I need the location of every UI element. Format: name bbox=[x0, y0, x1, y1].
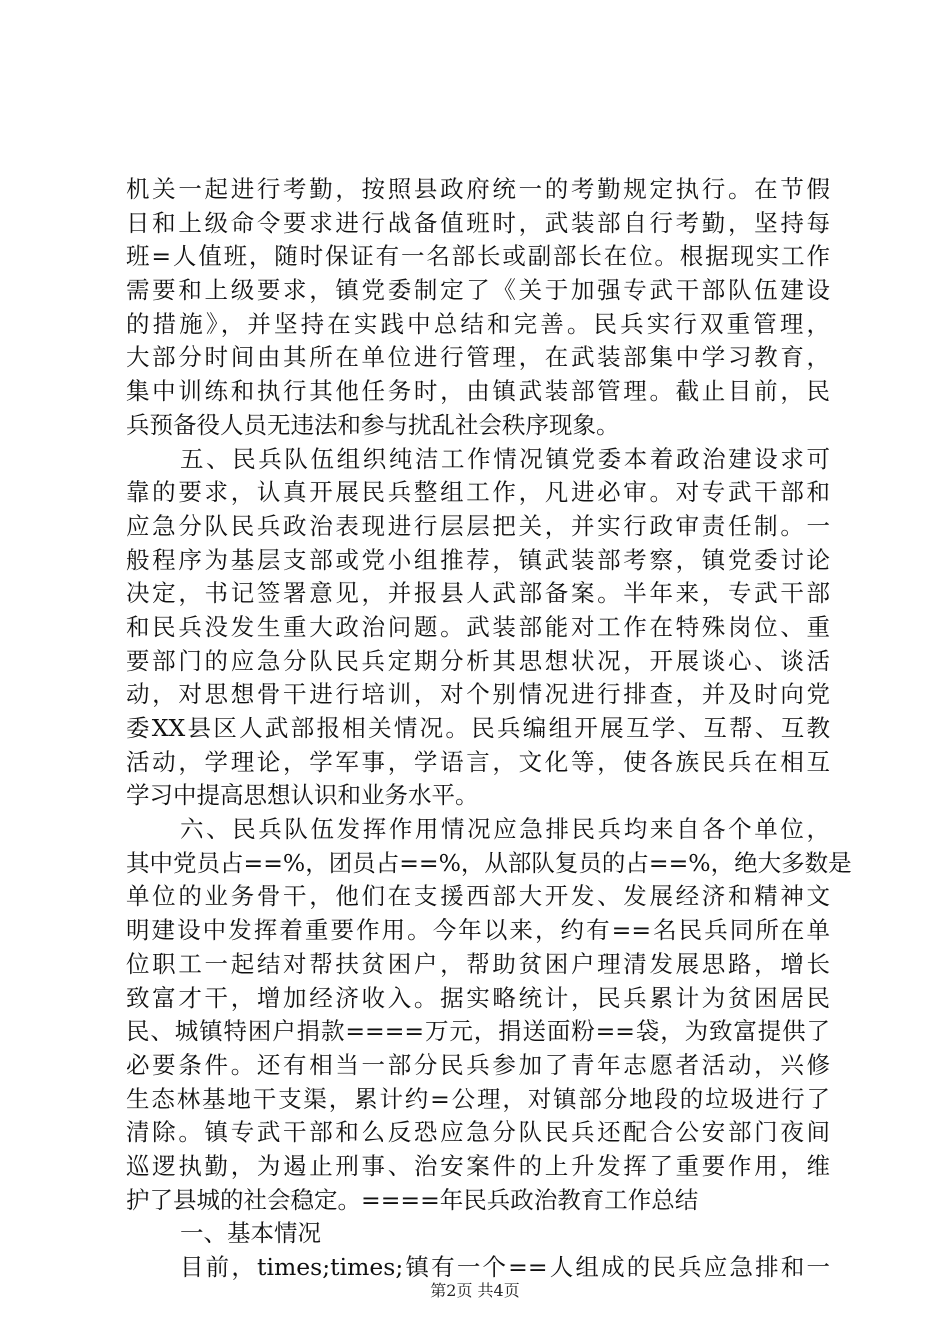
text-line: 生态林基地干支渠，累计约=公理，对镇部分地段的垃圾进行了 bbox=[126, 1084, 830, 1113]
text-line: 巡逻执勤，为遏止刑事、治安案件的上升发挥了重要作用，维 bbox=[126, 1151, 830, 1180]
text-line: 明建设中发挥着重要作用。今年以来，约有==名民兵同所在单 bbox=[126, 916, 830, 945]
text-line: 需要和上级要求，镇党委制定了《关于加强专武干部队伍建设 bbox=[126, 276, 830, 305]
text-line: 集中训练和执行其他任务时，由镇武装部管理。截止目前，民 bbox=[126, 377, 830, 406]
text-line: 其中党员占==%，团员占==%，从部队复员的占==%，绝大多数是 bbox=[126, 848, 852, 877]
text-line: 靠的要求，认真开展民兵整组工作，凡进必审。对专武干部和 bbox=[126, 478, 830, 507]
text-line: 单位的业务骨干，他们在支援西部大开发、发展经济和精神文 bbox=[126, 882, 830, 911]
text-line: 日和上级命令要求进行战备值班时，武装部自行考勤，坚持每 bbox=[126, 208, 830, 237]
text-line: 动，对思想骨干进行培训，对个别情况进行排查，并及时向党 bbox=[126, 680, 830, 709]
text-line: 般程序为基层支部或党小组推荐，镇武装部考察，镇党委讨论 bbox=[126, 545, 830, 574]
text-line: 大部分时间由其所在单位进行管理，在武装部集中学习教育， bbox=[126, 343, 830, 372]
section-five-first-line: 五、民兵队伍组织纯洁工作情况镇党委本着政治建设求可 bbox=[180, 444, 830, 473]
text-line: 和民兵没发生重大政治问题。武装部能对工作在特殊岗位、重 bbox=[126, 612, 830, 641]
text-line: 位职工一起结对帮扶贫困户，帮助贫困户理清发展思路，增长 bbox=[126, 949, 830, 978]
text-line: 机关一起进行考勤，按照县政府统一的考勤规定执行。在节假 bbox=[126, 175, 830, 203]
text-line: 目前，times;times;镇有一个==人组成的民兵应急排和一 bbox=[180, 1253, 830, 1281]
text-line: 兵预备役人员无违法和参与扰乱社会秩序现象。 bbox=[126, 410, 620, 439]
text-line: 护了县城的社会稳定。====年民兵政治教育工作总结 bbox=[126, 1185, 699, 1214]
text-line: 应急分队民兵政治表现进行层层把关，并实行政审责任制。一 bbox=[126, 511, 830, 540]
text-line: 致富才干，增加经济收入。据实略统计，民兵累计为贫困居民 bbox=[126, 983, 830, 1012]
text-line: 学习中提高思想认识和业务水平。 bbox=[126, 781, 479, 810]
text-line: 的措施》，并坚持在实践中总结和完善。民兵实行双重管理， bbox=[126, 309, 830, 338]
text-line: 活动，学理论，学军事，学语言，文化等，使各族民兵在相互 bbox=[126, 747, 830, 776]
text-line: 决定，书记签署意见，并报县人武部备案。半年来，专武干部 bbox=[126, 579, 830, 608]
page-number-footer: 第2页 共4页 bbox=[430, 1281, 520, 1300]
section-heading: 一、基本情况 bbox=[180, 1219, 321, 1248]
section-six-first-line: 六、民兵队伍发挥作用情况应急排民兵均来自各个单位， bbox=[180, 815, 830, 844]
text-line: 清除。镇专武干部和么反恐应急分队民兵还配合公安部门夜间 bbox=[126, 1118, 830, 1147]
text-line: 要部门的应急分队民兵定期分析其思想状况，开展谈心、谈活 bbox=[126, 646, 830, 675]
text-line: 委XX县区人武部报相关情况。民兵编组开展互学、互帮、互教 bbox=[126, 714, 830, 742]
document-body bbox=[126, 173, 852, 1285]
text-line: 班=人值班，随时保证有一名部长或副部长在位。根据现实工作 bbox=[126, 242, 830, 271]
text-line: 民、城镇特困户捐款====万元，捐送面粉==袋，为致富提供了 bbox=[126, 1017, 830, 1046]
text-line: 必要条件。还有相当一部分民兵参加了青年志愿者活动，兴修 bbox=[126, 1050, 830, 1079]
